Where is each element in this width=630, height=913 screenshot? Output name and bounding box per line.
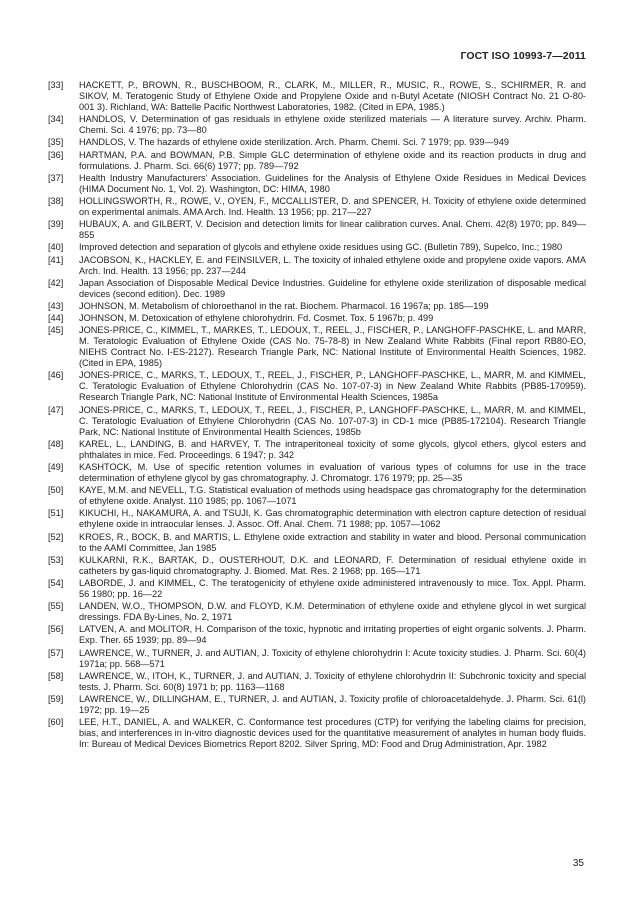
- reference-number: [54]: [48, 577, 64, 588]
- reference-text: HOLLINGSWORTH, R., ROWE, V., OYEN, F., MCCALLISTER, D. and SPENCER, H. Toxicity of ethylene oxide determined on experimental animals. AMA Arch. Ind. Health. 13 1956; pp. 217—227: [79, 195, 586, 217]
- reference-number: [37]: [48, 172, 64, 183]
- reference-number: [46]: [48, 370, 64, 381]
- reference-item: [48, 508, 586, 530]
- reference-number: [40]: [48, 242, 64, 253]
- reference-item: [48, 137, 586, 148]
- page-number: 35: [572, 858, 584, 869]
- reference-text: KULKARNI, R.K., BARTAK, D., OUSTERHOUT, D.K. and LEONARD, F. Determination of residual ethylene oxide in catheters by gas-liquid chromatography. J. Biomed. Mat. Res. 2 1968; pp. 165—171: [79, 554, 586, 576]
- reference-number: [60]: [48, 717, 64, 728]
- reference-text: JONES-PRICE, C., MARKS, T., LEDOUX, T., REEL, J., FISCHER, P., LANGHOFF-PASCHKE, L., MARR, M. and KIMMEL, C. Teratologic Evaluation of Ethylene Chlorohydrin (CAS No. 107-07-3) in New Zealand White Rabbits (PB85-170959). Research Triangle Park, NC: National Institute of Environmental Health Sciences, 1985a: [79, 370, 586, 403]
- reference-number: [55]: [48, 601, 64, 612]
- reference-item: [48, 313, 586, 324]
- reference-item: [48, 255, 586, 277]
- reference-number: [47]: [48, 404, 64, 415]
- reference-number: [38]: [48, 195, 64, 206]
- reference-item: [48, 578, 586, 600]
- reference-item: [48, 439, 586, 461]
- reference-number: [58]: [48, 670, 64, 681]
- reference-text: JOHNSON, M. Detoxication of ethylene chlorohydrin. Fd. Cosmet. Tox. 5 1967b; p. 499: [79, 313, 434, 324]
- reference-item: [48, 301, 586, 312]
- reference-text: Improved detection and separation of glycols and ethylene oxide residues using GC. (Bulletin 789), Supelco, Inc.; 1980: [79, 242, 563, 253]
- reference-text: JOHNSON, M. Metabolism of chloroethanol in the rat. Biochem. Pharmacol. 16 1967a; pp. 185—199: [79, 300, 489, 311]
- reference-number: [43]: [48, 300, 64, 311]
- reference-number: [50]: [48, 485, 64, 496]
- reference-number: [51]: [48, 508, 64, 519]
- reference-text: LEE, H.T., DANIEL, A. and WALKER, C. Conformance test procedures (CTP) for verifying the labeling claims for precision, bias, and interferences in in-vitro diagnostic devices used for the quantitative measurement of analytes in human body fluids. In: Bureau of Medical Devices Biometrics Report 8202. Silver Spring, MD: Food and Drug Administration, Apr. 1982: [79, 717, 586, 750]
- reference-number: [33]: [48, 80, 64, 90]
- reference-item: [48, 601, 586, 623]
- reference-number: [59]: [48, 693, 64, 704]
- reference-text: HANDLOS, V. The hazards of ethylene oxide sterilization. Arch. Pharm. Chemi. Sci. 7 1979; pp. 939—949: [79, 137, 509, 148]
- reference-number: [52]: [48, 531, 64, 542]
- reference-number: [45]: [48, 325, 64, 336]
- reference-number: [34]: [48, 114, 64, 125]
- reference-item: [48, 532, 586, 554]
- reference-number: [57]: [48, 647, 64, 658]
- reference-item: [48, 462, 586, 484]
- reference-item: [48, 219, 586, 241]
- reference-text: LAWRENCE, W., ITOH, K., TURNER, J. and AUTIAN, J. Toxicity of ethylene chlorohydrin II: Subchronic toxicity and special tests. J. Pharm. Sci. 60(8) 1971 b; pp. 1163—1168: [79, 670, 586, 692]
- reference-item: [48, 370, 586, 403]
- reference-item: [48, 196, 586, 218]
- reference-number: [42]: [48, 277, 64, 288]
- reference-text: Health Industry Manufacturers’ Association. Guidelines for the Analysis of Ethylene Oxide Residues in Medical Devices (HIMA Document No. 1, Vol. 2). Washington, DC: HIMA, 1980: [79, 172, 586, 194]
- reference-item: [48, 80, 586, 113]
- reference-list: [48, 80, 586, 751]
- reference-text: HANDLOS, V. Determination of gas residuals in ethylene oxide sterilized materials — A literature survey. Archiv. Pharm. Chemi. Sci. 4 1976; pp. 73—80: [79, 114, 586, 136]
- reference-item: [48, 114, 586, 136]
- reference-text: LATVEN, A. and MOLITOR, H. Comparison of the toxic, hypnotic and irritating properties of eight organic solvents. J. Pharm. Exp. Ther. 65 1939; pp. 89—94: [79, 624, 586, 646]
- reference-number: [35]: [48, 137, 64, 148]
- reference-text: KIKUCHI, H., NAKAMURA, A. and TSUJI, K. Gas chromatographic determination with electron capture detection of residual ethylene oxide in intraocular lenses. J. Assoc. Off. Anal. Chem. 71 1988; pp. 1057—1062: [79, 508, 586, 530]
- reference-number: [41]: [48, 254, 64, 265]
- reference-text: KASHTOCK, M. Use of specific retention volumes in evaluation of various types of columns for use in the trace determination of ethylene glycol by gas chromatography. J. Chromatogr. 176 1979; pp. 25—35: [79, 462, 586, 483]
- reference-text: LAWRENCE, W., TURNER, J. and AUTIAN, J. Toxicity of ethylene chlorohydrin I: Acute toxicity studies. J. Pharm. Sci. 60(4) 1971a; pp. 568—571: [79, 647, 586, 669]
- reference-item: [48, 648, 586, 670]
- reference-text: LAWRENCE, W., DILLINGHAM, E., TURNER, J. and AUTIAN, J. Toxicity profile of chloroacetaldehyde. J. Pharm. Sci. 61(l) 1972; pp. 19—25: [79, 693, 586, 715]
- reference-item: [48, 325, 586, 369]
- reference-text: KAREL, L., LANDING, B. and HARVEY, T. The intraperitoneal toxicity of some glycols, glycol ethers, glycol esters and phthalates in mice. Fed. Proceedings. 6 1947; p. 342: [79, 438, 586, 460]
- reference-number: [44]: [48, 313, 64, 324]
- reference-item: [48, 242, 586, 253]
- reference-number: [39]: [48, 219, 64, 230]
- reference-text: JONES-PRICE, C., MARKS, T., LEDOUX, T., REEL, J., FISCHER, P., LANGHOFF-PASCHKE, L., MARR, M. and KIMMEL, C. Teratologic Evaluation of Ethylene Chlorohydrin (CAS No. 107-07-3) in CD-1 mice (PB85-172104). Research Triangle Park, NC: National Institute of Environmental Health Sciences, 1985b: [79, 404, 586, 437]
- reference-text: LANDEN, W.O., THOMPSON, D.W. and FLOYD, K.M. Determination of ethylene oxide and ethylene glycol in wet surgical dressings. FDA By-Lines, No. 2, 1971: [79, 601, 586, 623]
- reference-item: [48, 278, 586, 300]
- reference-text: HACKETT, P., BROWN, R., BUSCHBOOM, R., CLARK, M., MILLER, R., MUSIC, R., ROWE, S., SCHIRMER, R. and SIKOV, M. Teratogenic Study of Ethylene Oxide and Propylene Oxide and n-Butyl Acetate (NIOSH Contract No. 21 O-80-001 3). Richland, WA: Battelle Pacific Northwest Laboratories, 1982. (Cited in EPA, 1985.): [79, 80, 586, 112]
- reference-text: KROES, R., BOCK, B. and MARTIS, L. Ethylene oxide extraction and stability in water and blood. Personal communication to the AAMI Committee, Jan 1985: [79, 531, 586, 553]
- reference-text: HUBAUX, A. and GILBERT, V. Decision and detection limits for linear calibration curves. Anal. Chem. 42(8) 1970; pp. 849—855: [79, 219, 586, 241]
- reference-number: [36]: [48, 149, 64, 160]
- reference-number: [56]: [48, 624, 64, 635]
- reference-item: [48, 671, 586, 693]
- reference-number: [48]: [48, 438, 64, 449]
- reference-text: LABORDE, J. and KIMMEL, C. The teratogenicity of ethylene oxide administered intravenously to mice. Tox. Appl. Pharm. 56 1980; pp. 16—22: [79, 577, 586, 599]
- reference-item: [48, 405, 586, 438]
- reference-item: [48, 717, 586, 750]
- reference-text: JONES-PRICE, C., KIMMEL, T., MARKES, T., LEDOUX, T., REEL, J., FISCHER, P., LANGHOFF-PASCHKE, L. and MARR, M. Teratologic Evaluation of Ethylene Oxide (CAS No. 75-78-8) in New Zealand White Rabbits (Final report RB80-EO, NIEHS Contract No. I-ES-2127). Research Triangle Park, NC: National Institute of Environmental Health Sciences, 1982. (Cited in EPA, 1985): [79, 325, 586, 369]
- standard-header: ГОСТ ISO 10993-7—2011: [460, 50, 586, 62]
- reference-text: KAYE, M.M. and NEVELL, T.G. Statistical evaluation of methods using headspace gas chromatography for the determination of ethylene oxide. Analyst. 110 1985; pp. 1067—1071: [79, 485, 586, 507]
- reference-item: [48, 624, 586, 646]
- reference-item: [48, 173, 586, 195]
- reference-text: HARTMAN, P.A. and BOWMAN, P.B. Simple GLC determination of ethylene oxide and its reaction products in drug and formulations. J. Pharm. Sci. 66(6) 1977; pp. 789—792: [79, 149, 586, 171]
- reference-number: [53]: [48, 554, 64, 565]
- reference-number: [49]: [48, 462, 64, 472]
- reference-item: [48, 485, 586, 507]
- reference-item: [48, 694, 586, 716]
- reference-text: Japan Association of Disposable Medical Device Industries. Guideline for ethylene oxide sterilization of disposable medical devices (second edition). Dec. 1989: [79, 277, 586, 299]
- reference-item: [48, 150, 586, 172]
- reference-text: JACOBSON, K., HACKLEY, E. and FEINSILVER, L. The toxicity of inhaled ethylene oxide and propylene oxide vapors. AMA Arch. Ind. Health. 13 1956; pp. 237—244: [79, 254, 586, 276]
- reference-item: [48, 555, 586, 577]
